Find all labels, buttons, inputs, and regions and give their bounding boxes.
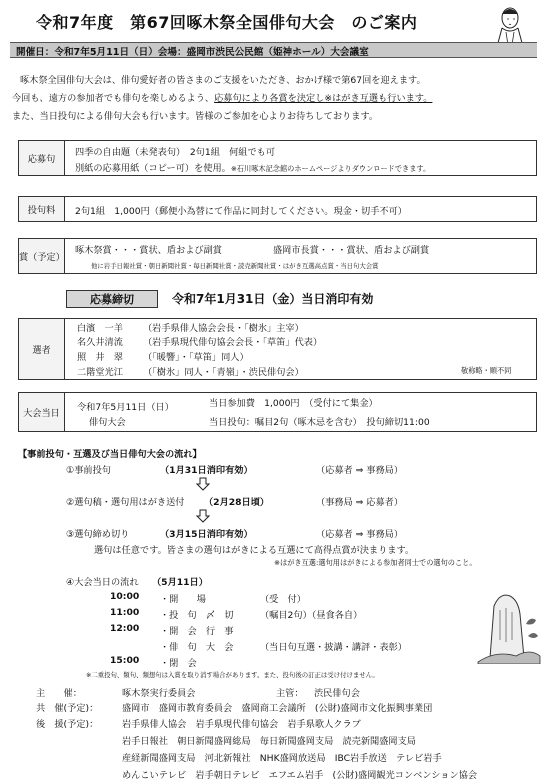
support-line-3: 産経新聞盛岡支局 河北新報社 NHK盛岡放送局 IBC岩手放送 テレビ岩手 xyxy=(122,753,442,764)
flow-title: 【事前投句・互選及び当日俳句大会の流れ】 xyxy=(18,449,202,460)
judge-name-4: 二階堂光江 xyxy=(77,367,123,378)
schedule-time-5: 15:00 xyxy=(110,655,140,666)
flow-note-2: ※はがき互選:選句用はがきによる参加者同士での選句のこと。 xyxy=(274,558,477,567)
event-day-name: 俳句大会 xyxy=(89,417,126,428)
application-line-2: 別紙の応募用紙（コピー可）を使用。※石川啄木記念館のホームページよりダウンロードできます。 xyxy=(75,163,431,174)
schedule-time-3: 12:00 xyxy=(110,623,140,634)
deadline-label: 応募締切 xyxy=(66,290,158,308)
schedule-item-1: ・開 場 xyxy=(160,594,206,605)
judges-note: 敬称略・順不同 xyxy=(461,366,512,375)
flow-down-arrow-icon xyxy=(196,509,210,523)
flow-step-1-label: ①事前投句 xyxy=(66,465,111,476)
support-line-2: 岩手日報社 朝日新聞盛岡総局 毎日新聞盛岡支局 読売新聞盛岡支局 xyxy=(122,736,416,747)
schedule-item-5: ・閉 会 xyxy=(160,658,197,669)
event-day-date: 令和7年5月11日（日） xyxy=(77,402,174,413)
schedule-item-2: ・投 句 〆 切 xyxy=(160,610,234,621)
flow-footnote: ※二重投句、類句、類想句は入賞を取り消す場合があります。また、投句後の訂正は受け付けません。 xyxy=(86,671,379,679)
event-day-label: 大会当日 xyxy=(19,393,65,431)
page-title: 令和7年度 第67回啄木祭全国俳句大会 のご案内 xyxy=(36,13,418,32)
application-section xyxy=(18,140,537,176)
schedule-time-1: 10:00 xyxy=(110,591,140,602)
flow-step-4-date: （5月11日） xyxy=(152,577,208,588)
judge-role-2: （岩手県現代俳句協会会長・「草笛」代表） xyxy=(143,337,323,348)
judges-label: 選者 xyxy=(19,319,65,379)
judge-name-1: 白濱 一羊 xyxy=(77,323,123,334)
host-text: 啄木祭実行委員会 xyxy=(122,688,196,699)
judge-role-1: （岩手県俳人協会会長・「樹氷」主宰） xyxy=(143,323,304,334)
flow-step-4-label: ④大会当日の流れ xyxy=(66,577,139,588)
support-label: 後 援(予定)： xyxy=(36,719,99,730)
judge-role-4: （「樹氷」同人・「青嶺」・渋民俳句会） xyxy=(143,367,304,378)
judges-section xyxy=(18,318,537,380)
cohost-label: 共 催(予定)： xyxy=(36,703,99,714)
prizes-section xyxy=(18,238,537,274)
event-day-submission: 当日投句：嘱目2句（啄木忌を含む） 投句締切11:00 xyxy=(209,417,430,428)
prizes-label: 賞（予定） xyxy=(19,239,65,273)
flow-step-3-date: （3月15日消印有効） xyxy=(160,529,253,540)
flow-down-arrow-icon xyxy=(196,477,210,491)
host-label: 主 催： xyxy=(36,688,82,699)
schedule-time-2: 11:00 xyxy=(110,607,140,618)
schedule-item-3: ・開 会 行 事 xyxy=(160,626,234,637)
flow-step-2-desc: （事務局 ⇒ 応募者） xyxy=(316,497,404,508)
event-date-venue-text: 開催日：令和7年5月11日（日）会場：盛岡市渋民公民館（姫神ホール）大会議室 xyxy=(16,47,369,58)
judge-name-2: 名久井清流 xyxy=(77,337,123,348)
judge-role-3: （「暖響」・「草笛」同人） xyxy=(143,352,249,363)
intro-line-1: 啄木祭全国俳句大会は、俳句愛好者の皆さまのご支援をいただき、おかげ様で第67回を迎えます。 xyxy=(20,75,426,86)
application-line-1: 四季の自由題（未発表句） 2句1組 何組でも可 xyxy=(75,147,276,158)
event-day-fee: 当日参加費 1,000円 （受付にて集金） xyxy=(209,398,378,409)
cohost-text: 盛岡市 盛岡市教育委員会 盛岡商工会議所 (公財)盛岡市文化振興事業団 xyxy=(122,703,433,714)
event-date-venue-bar xyxy=(10,42,537,58)
support-line-1: 岩手県俳人協会 岩手県現代俳句協会 岩手県歌人クラブ xyxy=(122,719,361,730)
intro-line-3: また、当日投句による俳句大会も行います。皆様のご参加を心よりお待ちしております。 xyxy=(12,111,379,122)
flow-step-1-date: （1月31日消印有効） xyxy=(160,465,253,476)
flow-step-3-label: ③選句締め切り xyxy=(66,529,130,540)
intro-line-2: 今回も、遠方の参加者でも俳句を楽しめるよう、応募句により各賞を決定し※はがき互選も行います。 xyxy=(12,93,433,104)
schedule-desc-4: （当日句互選・披講・講評・表彰） xyxy=(260,642,407,653)
flow-step-2-label: ②選句稿・選句用はがき送付 xyxy=(66,497,185,508)
prizes-others: 他に岩手日報社賞・朝日新聞社賞・毎日新聞社賞・読売新聞社賞・はがき互選高点賞・当日句大会賞 xyxy=(91,262,379,270)
support-line-4: めんこいテレビ 岩手朝日テレビ エフエム岩手 (公財)盛岡観光コンベンション協会 xyxy=(122,770,478,781)
flow-note-1: 選句は任意です。皆さまの選句はがきによる互選にて高得点賞が決まります。 xyxy=(94,545,415,556)
manage-text: 渋民俳句会 xyxy=(314,688,360,699)
flow-step-2-date: （2月28日頃） xyxy=(204,497,270,508)
prize-mayor: 盛岡市長賞・・・賞状、盾および副賞 xyxy=(273,245,430,256)
fee-label: 投句料 xyxy=(19,197,65,221)
judge-name-3: 照 井 翠 xyxy=(77,352,123,363)
flow-step-3-desc: （応募者 ⇒ 事務局） xyxy=(316,529,404,540)
prize-takuboku: 啄木祭賞・・・賞状、盾および副賞 xyxy=(75,245,222,256)
flow-step-1-desc: （応募者 ⇒ 事務局） xyxy=(316,465,404,476)
schedule-desc-1: （受 付） xyxy=(260,594,306,605)
event-day-section xyxy=(18,392,537,432)
application-label: 応募句 xyxy=(19,141,65,175)
fee-text: 2句1組 1,000円（郵便小為替にて作品に同封してください。現金・切手不可） xyxy=(75,206,407,217)
monument-stone-illustration xyxy=(476,584,542,664)
manage-label: 主管： xyxy=(276,688,304,699)
fee-section xyxy=(18,196,537,222)
schedule-item-4: ・俳 句 大 会 xyxy=(160,642,234,653)
deadline-text: 令和7年1月31日（金）当日消印有効 xyxy=(172,292,374,306)
schedule-desc-2: （嘱目2句）（昼食各自） xyxy=(260,610,363,621)
